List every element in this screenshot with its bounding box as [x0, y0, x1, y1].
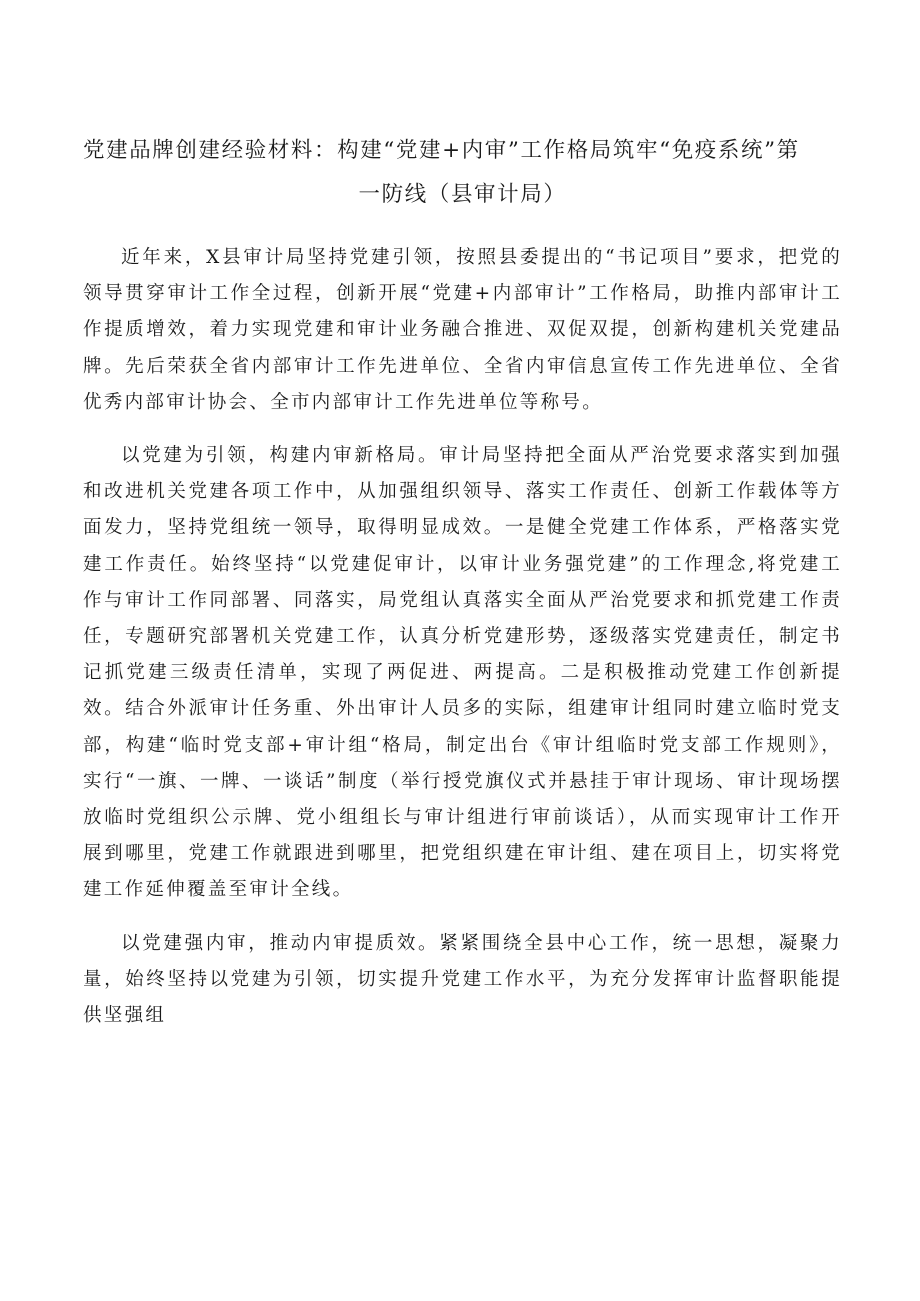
paragraph-strengthen-audit: 以党建强内审，推动内审提质效。紧紧围绕全县中心工作，统一思想，凝聚力量，始终坚持以党建为引领，切实提升党建工作水平，为充分发挥审计监督职能提供坚强组	[83, 932, 842, 1027]
paragraph-intro: 近年来，X县审计局坚持党建引领，按照县委提出的“书记项目”要求，把党的领导贯穿审计工作全过程，创新开展“党建+内部审计”工作格局，助推内部审计工作提质增效，着力实现党建和审计业务融合推进、双促双提，创新构建机关党建品牌。先后荣获全省内部审计工作先进单位、全省内审信息宣传工作先进单位、全省优秀内部审计协会、全市内部审计工作先进单位等称号。	[83, 247, 842, 413]
document-title	[83, 132, 842, 214]
document-body	[83, 240, 842, 1034]
document-title-line-2: 一防线（县审计局）	[358, 182, 567, 207]
document-title-line-1: 党建品牌创建经验材料：构建“党建+内审”工作格局筑牢“免疫系统”第	[83, 138, 800, 163]
paragraph-party-leadership: 以党建为引领，构建内审新格局。审计局坚持把全面从严治党要求落实到加强和改进机关党建各项工作中，从加强组织领导、落实工作责任、创新工作载体等方面发力，坚持党组统一领导，取得明显成效。一是健全党建工作体系，严格落实党建工作责任。始终坚持“以党建促审计，以审计业务强党建”的工作理念,将党建工作与审计工作同部署、同落实，局党组认真落实全面从严治党要求和抓党建工作责任，专题研究部署机关党建工作，认真分析党建形势，逐级落实党建责任，制定书记抓党建三级责任清单，实现了两促进、两提高。二是积极推动党建工作创新提效。结合外派审计任务重、外出审计人员多的实际，组建审计组同时建立临时党支部，构建“临时党支部+审计组“格局，制定出台《审计组临时党支部工作规则》，实行“一旗、一牌、一谈话”制度（举行授党旗仪式并悬挂于审计现场、审计现场摆放临时党组织公示牌、党小组组长与审计组进行审前谈话），从而实现审计工作开展到哪里，党建工作就跟进到哪里，把党组织建在审计组、建在项目上，切实将党建工作延伸覆盖至审计全线。	[83, 445, 842, 901]
